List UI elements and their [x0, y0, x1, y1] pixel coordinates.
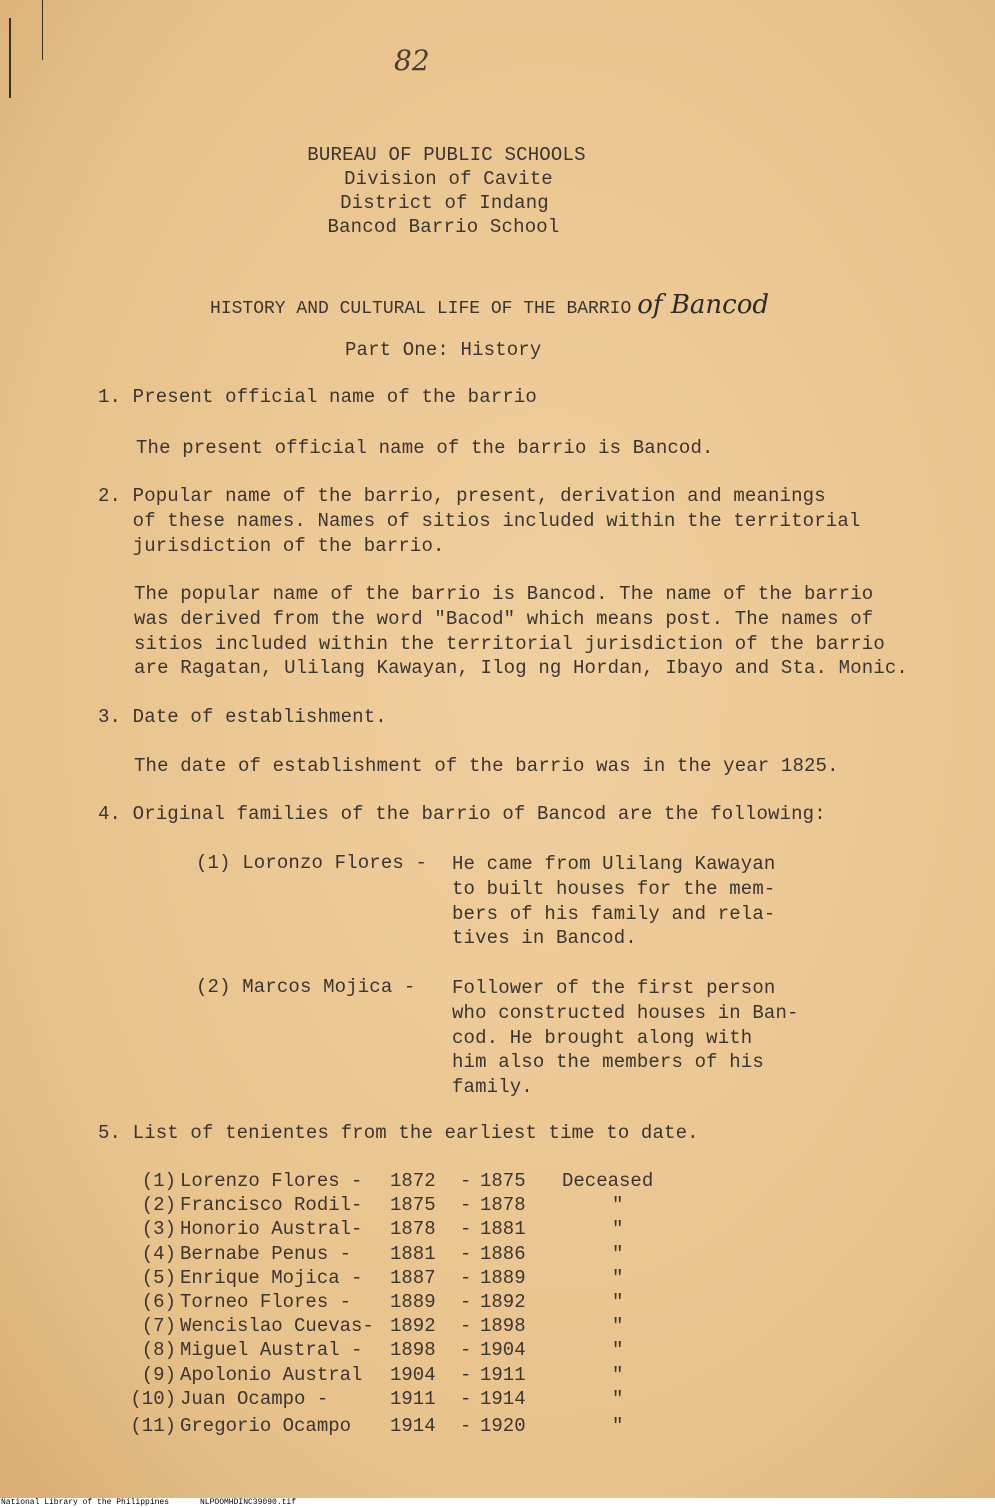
- term-dash: -: [460, 1363, 472, 1386]
- item-index: (8): [141, 1339, 176, 1362]
- item-index: (3): [141, 1218, 176, 1241]
- term-end: 1898: [480, 1315, 526, 1338]
- question-2: 2. Popular name of the barrio, present, derivation and meanings of these names. Names of sitios included within the territorial jurisdiction of the barrio.: [98, 485, 861, 557]
- status: ": [612, 1290, 624, 1313]
- teniente-name: Wencislao Cuevas-: [180, 1315, 374, 1338]
- term-start: 1898: [390, 1339, 436, 1362]
- teniente-name: Apolonio Austral: [180, 1363, 363, 1386]
- item-index: (1): [141, 1170, 176, 1192]
- term-start: 1878: [390, 1218, 436, 1241]
- header-line: BUREAU OF PUBLIC SCHOOLS: [307, 144, 586, 166]
- status: ": [612, 1242, 624, 1265]
- family-1-text: He came from Ulilang Kawayan to built houses for the mem- bers of his family and rela- tives in Bancod.: [452, 853, 776, 950]
- teniente-name: Miguel Austral -: [180, 1339, 363, 1362]
- item-index: (11): [130, 1414, 176, 1437]
- status: ": [612, 1315, 624, 1338]
- term-start: 1911: [390, 1387, 436, 1410]
- status: ": [612, 1266, 624, 1289]
- question-3: 3. Date of establishment.: [98, 706, 387, 728]
- header-line: District of Indang: [340, 192, 549, 214]
- item-index: (4): [141, 1242, 176, 1265]
- term-dash: -: [460, 1315, 472, 1338]
- status: Deceased: [562, 1170, 654, 1192]
- item-index: (5): [141, 1266, 176, 1289]
- term-end: 1892: [480, 1290, 526, 1313]
- item-index: (2): [141, 1194, 176, 1217]
- family-1-label: (1) Loronzo Flores -: [196, 852, 428, 874]
- status: ": [612, 1387, 624, 1410]
- term-dash: -: [460, 1218, 472, 1241]
- part-heading: Part One: History: [345, 339, 542, 361]
- term-end: 1886: [480, 1242, 526, 1265]
- family-2-label: (2) Marcos Mojica -: [196, 976, 416, 998]
- term-dash: -: [460, 1339, 472, 1362]
- teniente-name: Enrique Mojica -: [180, 1266, 363, 1289]
- term-dash: -: [460, 1414, 472, 1437]
- document-title: [210, 290, 769, 320]
- item-index: (10): [130, 1387, 176, 1410]
- status: ": [612, 1218, 624, 1241]
- question-4: 4. Original families of the barrio of Bancod are the following:: [98, 803, 826, 825]
- term-start: 1904: [390, 1363, 436, 1386]
- answer-1: The present official name of the barrio is Bancod.: [136, 437, 714, 459]
- term-end: 1889: [480, 1266, 526, 1289]
- term-end: 1920: [480, 1414, 526, 1437]
- term-dash: -: [460, 1194, 472, 1217]
- status: ": [612, 1194, 624, 1217]
- term-dash: -: [460, 1242, 472, 1265]
- title-handwritten: of Bancod: [637, 290, 770, 320]
- header-line: Division of Cavite: [344, 168, 553, 190]
- teniente-name: Torneo Flores -: [180, 1290, 352, 1313]
- status: ": [612, 1339, 624, 1362]
- term-start: 1875: [390, 1194, 436, 1217]
- term-end: 1904: [480, 1339, 526, 1362]
- question-1: 1. Present official name of the barrio: [98, 386, 537, 408]
- header-line: Bancod Barrio School: [327, 216, 560, 238]
- status: ": [612, 1414, 624, 1437]
- answer-3: The date of establishment of the barrio was in the year 1825.: [134, 755, 839, 777]
- status: ": [612, 1363, 624, 1386]
- term-start: 1872: [390, 1170, 436, 1192]
- question-5: 5. List of tenientes from the earliest time to date.: [98, 1122, 699, 1144]
- scan-footer: [0, 1498, 995, 1508]
- footer-filename: NLPOOMHDINC39090.tif: [200, 1498, 297, 1507]
- term-end: 1878: [480, 1194, 526, 1217]
- term-end: 1875: [480, 1170, 526, 1192]
- teniente-name: Bernabe Penus -: [180, 1242, 352, 1265]
- scan-edge-mark: [9, 18, 11, 98]
- teniente-name: Honorio Austral-: [180, 1218, 363, 1241]
- term-dash: -: [460, 1387, 472, 1410]
- teniente-name: Francisco Rodil-: [180, 1194, 363, 1217]
- item-index: (7): [141, 1315, 176, 1338]
- item-index: (6): [141, 1290, 176, 1313]
- scan-edge-mark: [42, 0, 43, 60]
- term-dash: -: [460, 1290, 472, 1313]
- term-start: 1889: [390, 1290, 436, 1313]
- term-start: 1887: [390, 1266, 436, 1289]
- term-end: 1881: [480, 1218, 526, 1241]
- footer-library: National Library of the Philippines: [1, 1498, 170, 1507]
- term-start: 1881: [390, 1242, 436, 1265]
- teniente-name: Gregorio Ocampo: [180, 1414, 352, 1437]
- page-number: 82: [394, 44, 430, 77]
- term-dash: -: [460, 1266, 472, 1289]
- family-2-text: Follower of the first person who constructed houses in Ban- cod. He brought along with him also the members of his family.: [452, 977, 799, 1099]
- term-end: 1914: [480, 1387, 526, 1410]
- term-start: 1892: [390, 1315, 436, 1338]
- term-dash: -: [460, 1170, 472, 1192]
- answer-2: The popular name of the barrio is Bancod. The name of the barrio was derived from the word "Bacod" which means post. The names of sitios included within the territorial jurisdiction of the barrio are Ragatan, Ulilang Kawayan, Ilog ng Hordan, Ibayo and Sta. Monic.: [134, 583, 908, 680]
- title-typed: HISTORY AND CULTURAL LIFE OF THE BARRIO: [210, 299, 632, 319]
- item-index: (9): [141, 1363, 176, 1386]
- term-start: 1914: [390, 1414, 436, 1437]
- teniente-name: Lorenzo Flores -: [180, 1170, 363, 1192]
- teniente-name: Juan Ocampo -: [180, 1387, 329, 1410]
- term-end: 1911: [480, 1363, 526, 1386]
